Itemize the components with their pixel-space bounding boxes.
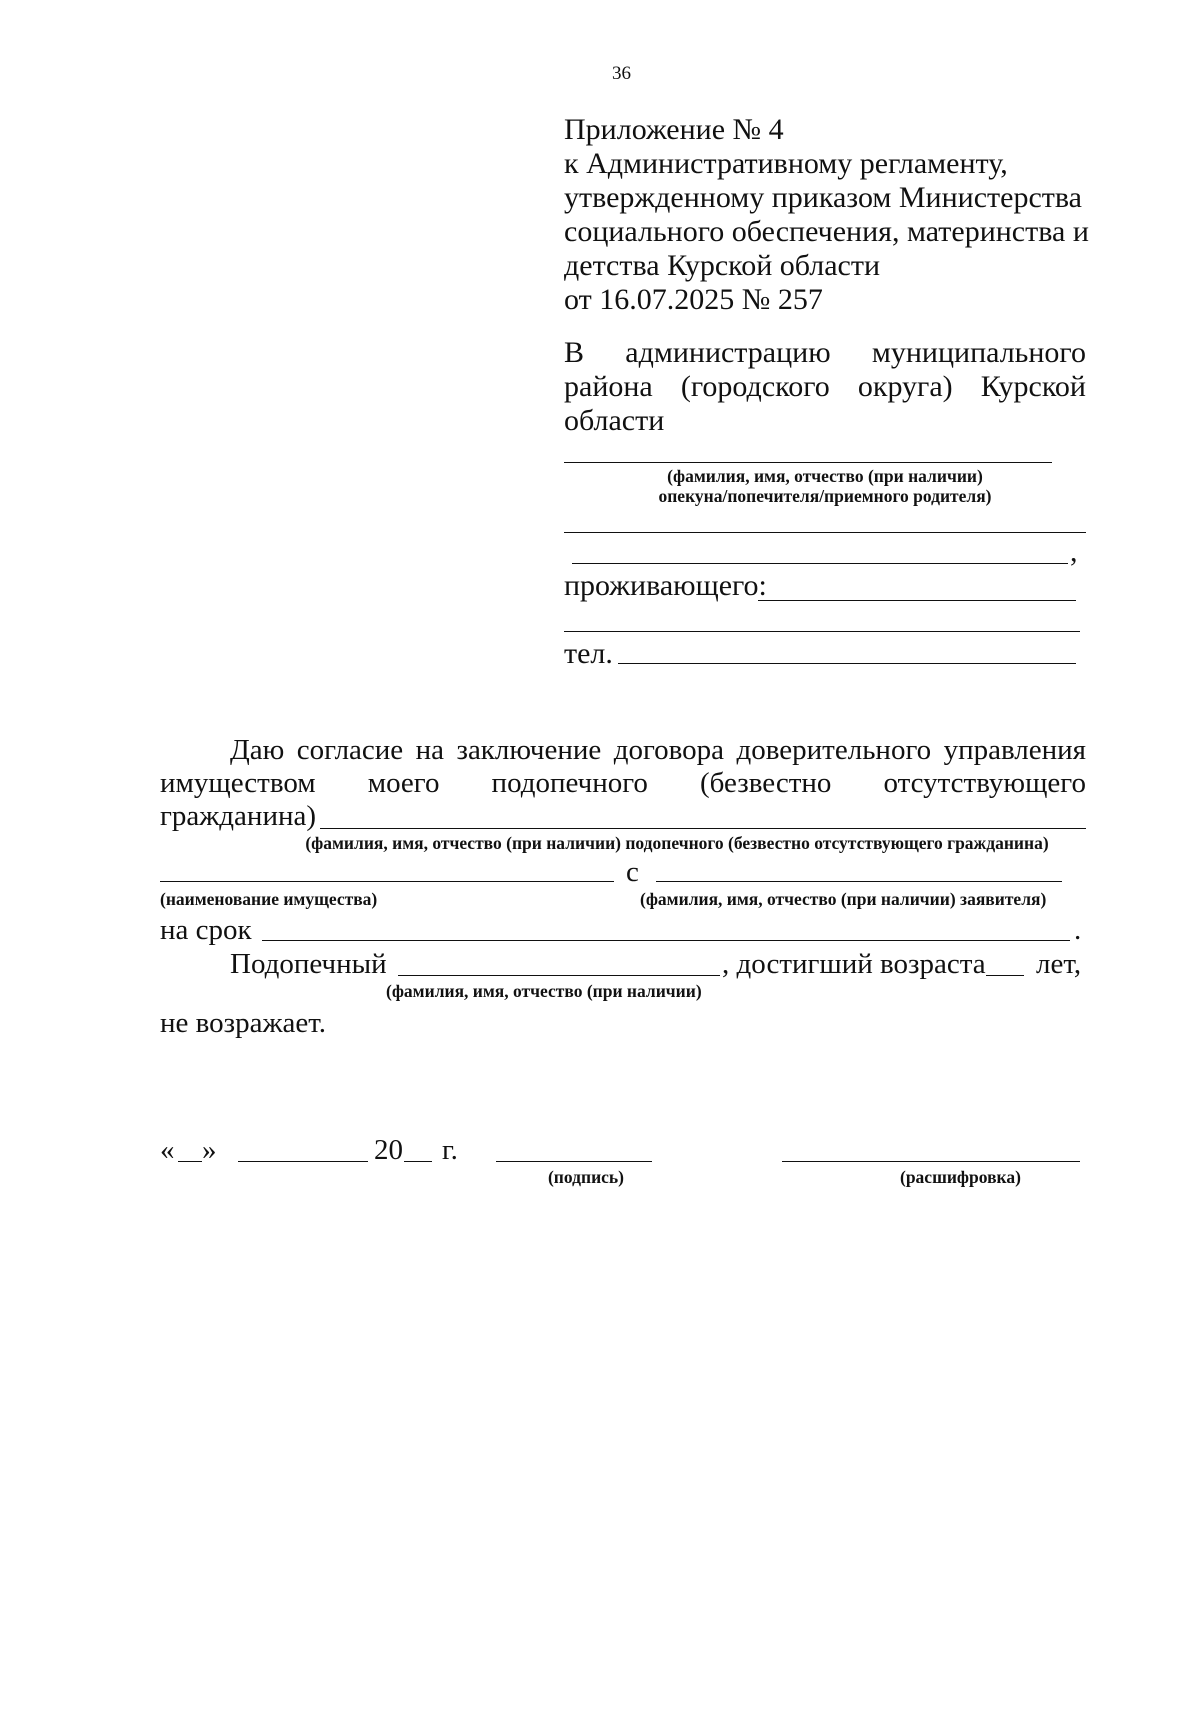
addressee-word: Курской (980, 370, 1086, 403)
appendix-line: утвержденному приказом Министерства (564, 181, 1082, 214)
guardian-line-3[interactable] (572, 563, 1068, 564)
consent-word: моего (367, 767, 440, 799)
signature-line[interactable] (496, 1161, 652, 1162)
applicant-caption: (фамилия, имя, отчество (при наличии) заявителя) (640, 889, 1047, 909)
guardian-line-2[interactable] (564, 532, 1086, 533)
with-label: с (626, 856, 639, 888)
date-close-quote: » (202, 1134, 217, 1166)
guardian-comma: , (1070, 535, 1078, 568)
appendix-header (564, 113, 1089, 317)
consent-word: имуществом (160, 767, 316, 799)
ward-name-caption: (фамилия, имя, отчество (при наличии) (386, 981, 702, 1001)
addressee-word: округа) (857, 370, 953, 403)
date-year-suffix: г. (442, 1134, 458, 1166)
date-open-quote: « (160, 1134, 175, 1166)
appendix-line: детства Курской области (564, 249, 881, 282)
guardian-name-line[interactable] (564, 462, 1052, 463)
addressee-word: администрацию (625, 336, 831, 369)
no-objection: не возражает. (160, 1007, 326, 1039)
ward-line[interactable] (398, 975, 720, 976)
date-year-line[interactable] (404, 1161, 432, 1162)
term-end: . (1074, 914, 1082, 946)
ward-label: Подопечный (230, 948, 387, 980)
addressee-word: муниципального (871, 336, 1086, 369)
addressee-block (564, 336, 1086, 438)
term-line[interactable] (262, 940, 1070, 941)
decoding-line[interactable] (782, 1161, 1080, 1162)
phone-label: тел. (564, 637, 613, 670)
date-year-prefix: 20 (374, 1134, 403, 1166)
appendix-line: к Административному регламенту, (564, 147, 1008, 180)
residing-line[interactable] (758, 600, 1076, 601)
signature-caption: (подпись) (547, 1167, 625, 1187)
reached-age-label: , достигший возраста (722, 948, 986, 980)
consent-word: отсутствующего (883, 767, 1086, 799)
consent-line-1: Даю согласие на заключение договора доверительного управления (230, 734, 1086, 766)
years-label: лет, (1036, 948, 1082, 980)
citizen-label: гражданина) (160, 800, 317, 832)
property-caption: (наименование имущества) (160, 889, 378, 909)
date-month-line[interactable] (238, 1161, 368, 1162)
addressee-line-2 (564, 370, 1086, 404)
appendix-line: Приложение № 4 (564, 113, 784, 146)
date-day-line[interactable] (178, 1161, 202, 1162)
ward-name-line[interactable] (320, 828, 1086, 829)
decoding-caption: (расшифровка) (900, 1167, 1021, 1187)
phone-line[interactable] (618, 663, 1076, 664)
residing-label: проживающего: (564, 569, 767, 602)
guardian-caption: (фамилия, имя, отчество (при наличии) опекуна/попечителя/приемного родителя) (658, 466, 992, 506)
consent-line-2 (160, 767, 1086, 800)
term-label: на срок (160, 914, 252, 946)
addressee-line-3: области (564, 404, 665, 437)
addressee-word: (городского (680, 370, 830, 403)
addressee-line-1 (564, 336, 1086, 370)
age-line[interactable] (986, 975, 1024, 976)
residing-line-2[interactable] (564, 631, 1080, 632)
appendix-line: социального обеспечения, материнства и (564, 215, 1089, 248)
consent-word: (безвестно (700, 767, 832, 799)
property-line[interactable] (160, 881, 614, 882)
addressee-word: района (564, 370, 653, 403)
addressee-word: В (564, 336, 585, 369)
ward-caption: (фамилия, имя, отчество (при наличии) подопечного (безвестно отсутствующего гражданина) (305, 833, 1049, 853)
appendix-line: от 16.07.2025 № 257 (564, 283, 823, 316)
page-number: 36 (612, 63, 631, 84)
consent-word: подопечного (491, 767, 648, 799)
applicant-line[interactable] (656, 881, 1062, 882)
